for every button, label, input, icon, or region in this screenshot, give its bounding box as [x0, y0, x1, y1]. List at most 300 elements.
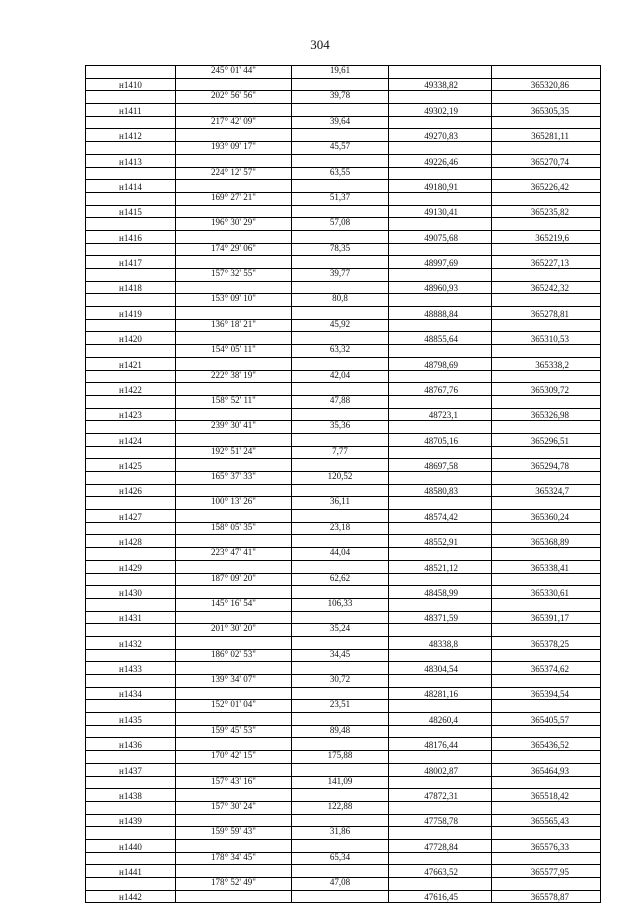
y-coordinate-cell: 365227,13 [492, 256, 601, 269]
empty-cell [389, 421, 492, 434]
point-name-cell: н1431 [86, 611, 176, 624]
empty-cell [492, 345, 601, 358]
empty-cell [492, 243, 601, 256]
direction-angle-cell: 136° 18' 21" [176, 319, 292, 332]
empty-cell [292, 383, 389, 396]
empty-cell [292, 154, 389, 167]
empty-cell [492, 91, 601, 104]
empty-cell [492, 167, 601, 180]
segment-row [86, 700, 601, 713]
point-name-cell: н1433 [86, 662, 176, 675]
x-coordinate-cell: 48281,16 [389, 687, 492, 700]
segment-row [86, 370, 601, 383]
point-name-cell: н1441 [86, 865, 176, 878]
point-row [86, 763, 601, 776]
x-coordinate-cell: 49302,19 [389, 104, 492, 117]
y-coordinate-cell: 365219,6 [492, 230, 601, 243]
distance-cell: 122,88 [292, 801, 389, 814]
empty-cell [492, 751, 601, 764]
empty-cell [86, 649, 176, 662]
point-name-cell: н1426 [86, 484, 176, 497]
distance-cell: 35,36 [292, 421, 389, 434]
empty-cell [389, 319, 492, 332]
segment-row [86, 725, 601, 738]
segment-row [86, 269, 601, 282]
empty-cell [492, 142, 601, 155]
distance-cell: 34,45 [292, 649, 389, 662]
distance-cell: 141,09 [292, 776, 389, 789]
point-row [86, 433, 601, 446]
distance-cell: 47,08 [292, 878, 389, 891]
empty-cell [492, 218, 601, 231]
y-coordinate-cell: 365374,62 [492, 662, 601, 675]
x-coordinate-cell: 48767,76 [389, 383, 492, 396]
point-row [86, 865, 601, 878]
point-row [86, 535, 601, 548]
x-coordinate-cell: 48176,44 [389, 738, 492, 751]
empty-cell [389, 243, 492, 256]
empty-cell [86, 801, 176, 814]
empty-cell [292, 839, 389, 852]
empty-cell [86, 675, 176, 688]
direction-angle-cell: 154° 05' 11" [176, 345, 292, 358]
direction-angle-cell: 192° 51' 24" [176, 446, 292, 459]
x-coordinate-cell: 48458,99 [389, 586, 492, 599]
empty-cell [492, 878, 601, 891]
point-row [86, 408, 601, 421]
empty-cell [176, 205, 292, 218]
empty-cell [176, 560, 292, 573]
point-row [86, 129, 601, 142]
point-name-cell: н1440 [86, 839, 176, 852]
empty-cell [86, 167, 176, 180]
distance-cell: 78,35 [292, 243, 389, 256]
point-name-cell: н1436 [86, 738, 176, 751]
direction-angle-cell: 193° 09' 17" [176, 142, 292, 155]
distance-cell: 23,18 [292, 522, 389, 535]
empty-cell [389, 624, 492, 637]
empty-cell [292, 662, 389, 675]
y-coordinate-cell: 365278,81 [492, 307, 601, 320]
distance-cell: 45,57 [292, 142, 389, 155]
empty-cell [86, 725, 176, 738]
point-name-cell: н1435 [86, 713, 176, 726]
point-row [86, 459, 601, 472]
y-coordinate-cell: 365391,17 [492, 611, 601, 624]
distance-cell: 39,77 [292, 269, 389, 282]
empty-cell [292, 789, 389, 802]
x-coordinate-cell: 49226,46 [389, 154, 492, 167]
empty-cell [176, 839, 292, 852]
x-coordinate-cell: 48552,91 [389, 535, 492, 548]
empty-cell [176, 586, 292, 599]
empty-cell [176, 154, 292, 167]
empty-cell [86, 827, 176, 840]
empty-cell [389, 142, 492, 155]
empty-cell [176, 535, 292, 548]
point-row [86, 713, 601, 726]
direction-angle-cell: 178° 52' 49" [176, 878, 292, 891]
direction-angle-cell: 158° 05' 35" [176, 522, 292, 535]
point-row [86, 662, 601, 675]
empty-cell [86, 66, 176, 79]
segment-row [86, 446, 601, 459]
point-row [86, 332, 601, 345]
y-coordinate-cell: 365576,33 [492, 839, 601, 852]
point-name-cell: н1434 [86, 687, 176, 700]
empty-cell [492, 294, 601, 307]
distance-cell: 30,72 [292, 675, 389, 688]
empty-cell [176, 78, 292, 91]
segment-row [86, 852, 601, 865]
empty-cell [492, 624, 601, 637]
empty-cell [492, 548, 601, 561]
point-row [86, 78, 601, 91]
distance-cell: 106,33 [292, 598, 389, 611]
direction-angle-cell: 201° 30' 20" [176, 624, 292, 637]
empty-cell [389, 573, 492, 586]
direction-angle-cell: 159° 45' 53" [176, 725, 292, 738]
empty-cell [389, 370, 492, 383]
empty-cell [176, 890, 292, 903]
point-name-cell: н1437 [86, 763, 176, 776]
point-name-cell: н1419 [86, 307, 176, 320]
y-coordinate-cell: 365294,78 [492, 459, 601, 472]
empty-cell [292, 763, 389, 776]
direction-angle-cell: 224° 12' 57" [176, 167, 292, 180]
empty-cell [292, 865, 389, 878]
x-coordinate-cell: 48002,87 [389, 763, 492, 776]
empty-cell [492, 370, 601, 383]
distance-cell: 39,64 [292, 116, 389, 129]
empty-cell [492, 421, 601, 434]
x-coordinate-cell: 47728,84 [389, 839, 492, 852]
x-coordinate-cell: 49338,82 [389, 78, 492, 91]
y-coordinate-cell: 365310,53 [492, 332, 601, 345]
empty-cell [492, 522, 601, 535]
x-coordinate-cell: 48574,42 [389, 510, 492, 523]
direction-angle-cell: 223° 47' 41" [176, 548, 292, 561]
empty-cell [86, 345, 176, 358]
point-name-cell: н1421 [86, 357, 176, 370]
page-number: 304 [310, 37, 330, 52]
empty-cell [292, 687, 389, 700]
direction-angle-cell: 174° 29' 06" [176, 243, 292, 256]
empty-cell [292, 814, 389, 827]
empty-cell [292, 560, 389, 573]
empty-cell [86, 192, 176, 205]
empty-cell [292, 129, 389, 142]
y-coordinate-cell: 365326,98 [492, 408, 601, 421]
x-coordinate-cell: 48888,84 [389, 307, 492, 320]
empty-cell [292, 738, 389, 751]
empty-cell [389, 700, 492, 713]
empty-cell [492, 269, 601, 282]
empty-cell [389, 345, 492, 358]
y-coordinate-cell: 365242,32 [492, 281, 601, 294]
segment-row [86, 649, 601, 662]
x-coordinate-cell: 48304,54 [389, 662, 492, 675]
empty-cell [292, 586, 389, 599]
empty-cell [292, 408, 389, 421]
x-coordinate-cell: 47616,45 [389, 890, 492, 903]
direction-angle-cell: 222° 38' 19" [176, 370, 292, 383]
empty-cell [389, 269, 492, 282]
direction-angle-cell: 187° 09' 20" [176, 573, 292, 586]
empty-cell [176, 814, 292, 827]
y-coordinate-cell: 365320,86 [492, 78, 601, 91]
empty-cell [292, 611, 389, 624]
empty-cell [86, 142, 176, 155]
x-coordinate-cell: 49075,68 [389, 230, 492, 243]
empty-cell [292, 307, 389, 320]
empty-cell [86, 446, 176, 459]
empty-cell [492, 725, 601, 738]
direction-angle-cell: 157° 32' 55" [176, 269, 292, 282]
empty-cell [492, 776, 601, 789]
distance-cell: 44,04 [292, 548, 389, 561]
empty-cell [176, 433, 292, 446]
direction-angle-cell: 159° 59' 43" [176, 827, 292, 840]
x-coordinate-cell: 49270,83 [389, 129, 492, 142]
empty-cell [492, 446, 601, 459]
empty-cell [492, 395, 601, 408]
y-coordinate-cell: 365577,95 [492, 865, 601, 878]
empty-cell [492, 649, 601, 662]
empty-cell [86, 91, 176, 104]
empty-cell [389, 675, 492, 688]
direction-angle-cell: 169° 27' 21" [176, 192, 292, 205]
empty-cell [86, 624, 176, 637]
empty-cell [389, 649, 492, 662]
empty-cell [389, 446, 492, 459]
empty-cell [86, 573, 176, 586]
empty-cell [176, 789, 292, 802]
point-row [86, 357, 601, 370]
empty-cell [292, 230, 389, 243]
segment-row [86, 319, 601, 332]
segment-row [86, 116, 601, 129]
empty-cell [86, 116, 176, 129]
empty-cell [292, 205, 389, 218]
empty-cell [292, 890, 389, 903]
x-coordinate-cell: 48705,16 [389, 433, 492, 446]
distance-cell: 45,92 [292, 319, 389, 332]
y-coordinate-cell: 365226,42 [492, 180, 601, 193]
empty-cell [86, 598, 176, 611]
empty-cell [492, 675, 601, 688]
empty-cell [292, 78, 389, 91]
empty-cell [176, 104, 292, 117]
empty-cell [86, 269, 176, 282]
segment-row [86, 218, 601, 231]
empty-cell [492, 573, 601, 586]
segment-row [86, 751, 601, 764]
point-row [86, 205, 601, 218]
empty-cell [86, 548, 176, 561]
point-row [86, 738, 601, 751]
direction-angle-cell: 100° 13' 26" [176, 497, 292, 510]
point-name-cell: н1412 [86, 129, 176, 142]
empty-cell [292, 535, 389, 548]
empty-cell [86, 472, 176, 485]
empty-cell [292, 180, 389, 193]
distance-cell: 63,55 [292, 167, 389, 180]
point-name-cell: н1411 [86, 104, 176, 117]
direction-angle-cell: 170° 42' 15" [176, 751, 292, 764]
direction-angle-cell: 152° 01' 04" [176, 700, 292, 713]
empty-cell [176, 510, 292, 523]
empty-cell [176, 230, 292, 243]
empty-cell [389, 852, 492, 865]
point-name-cell: н1417 [86, 256, 176, 269]
empty-cell [176, 636, 292, 649]
empty-cell [292, 510, 389, 523]
segment-row [86, 66, 601, 79]
direction-angle-cell: 139° 34' 07" [176, 675, 292, 688]
empty-cell [389, 548, 492, 561]
direction-angle-cell: 245° 01' 44" [176, 66, 292, 79]
empty-cell [176, 357, 292, 370]
empty-cell [389, 395, 492, 408]
empty-cell [492, 801, 601, 814]
empty-cell [389, 878, 492, 891]
empty-cell [292, 357, 389, 370]
x-coordinate-cell: 48960,93 [389, 281, 492, 294]
x-coordinate-cell: 48521,12 [389, 560, 492, 573]
empty-cell [86, 395, 176, 408]
empty-cell [176, 738, 292, 751]
empty-cell [389, 472, 492, 485]
x-coordinate-cell: 49130,41 [389, 205, 492, 218]
direction-angle-cell: 239° 30' 41" [176, 421, 292, 434]
distance-cell: 120,52 [292, 472, 389, 485]
point-row [86, 789, 601, 802]
y-coordinate-cell: 365305,35 [492, 104, 601, 117]
direction-angle-cell: 186° 02' 53" [176, 649, 292, 662]
segment-row [86, 548, 601, 561]
direction-angle-cell: 202° 56' 56" [176, 91, 292, 104]
point-row [86, 104, 601, 117]
point-row [86, 611, 601, 624]
y-coordinate-cell: 365235,82 [492, 205, 601, 218]
empty-cell [86, 522, 176, 535]
direction-angle-cell: 196° 30' 29" [176, 218, 292, 231]
empty-cell [176, 307, 292, 320]
y-coordinate-cell: 365464,93 [492, 763, 601, 776]
segment-row [86, 497, 601, 510]
empty-cell [292, 256, 389, 269]
segment-row [86, 395, 601, 408]
segment-row [86, 91, 601, 104]
y-coordinate-cell: 365368,89 [492, 535, 601, 548]
y-coordinate-cell: 365309,72 [492, 383, 601, 396]
empty-cell [492, 192, 601, 205]
distance-cell: 19,61 [292, 66, 389, 79]
empty-cell [389, 294, 492, 307]
point-row [86, 230, 601, 243]
point-row [86, 256, 601, 269]
empty-cell [389, 116, 492, 129]
point-name-cell: н1424 [86, 433, 176, 446]
y-coordinate-cell: 365330,61 [492, 586, 601, 599]
point-name-cell: н1425 [86, 459, 176, 472]
point-name-cell: н1427 [86, 510, 176, 523]
point-row [86, 510, 601, 523]
empty-cell [492, 852, 601, 865]
empty-cell [492, 700, 601, 713]
empty-cell [176, 484, 292, 497]
point-name-cell: н1428 [86, 535, 176, 548]
x-coordinate-cell: 48260,4 [389, 713, 492, 726]
point-row [86, 383, 601, 396]
segment-row [86, 243, 601, 256]
point-row [86, 180, 601, 193]
distance-cell: 31,86 [292, 827, 389, 840]
empty-cell [389, 497, 492, 510]
x-coordinate-cell: 48371,59 [389, 611, 492, 624]
segment-row [86, 675, 601, 688]
point-row [86, 687, 601, 700]
empty-cell [292, 484, 389, 497]
segment-row [86, 522, 601, 535]
direction-angle-cell: 178° 34' 45" [176, 852, 292, 865]
point-name-cell: н1420 [86, 332, 176, 345]
y-coordinate-cell: 365405,57 [492, 713, 601, 726]
distance-cell: 36,11 [292, 497, 389, 510]
empty-cell [292, 713, 389, 726]
segment-row [86, 192, 601, 205]
empty-cell [86, 294, 176, 307]
distance-cell: 80,8 [292, 294, 389, 307]
empty-cell [389, 522, 492, 535]
empty-cell [86, 878, 176, 891]
empty-cell [86, 497, 176, 510]
segment-row [86, 827, 601, 840]
distance-cell: 65,34 [292, 852, 389, 865]
direction-angle-cell: 158° 52' 11" [176, 395, 292, 408]
empty-cell [176, 281, 292, 294]
empty-cell [86, 852, 176, 865]
distance-cell: 63,32 [292, 345, 389, 358]
point-name-cell: н1414 [86, 180, 176, 193]
point-name-cell: н1430 [86, 586, 176, 599]
distance-cell: 57,08 [292, 218, 389, 231]
empty-cell [389, 725, 492, 738]
point-name-cell: н1413 [86, 154, 176, 167]
empty-cell [86, 776, 176, 789]
empty-cell [292, 104, 389, 117]
distance-cell: 175,88 [292, 751, 389, 764]
empty-cell [492, 66, 601, 79]
x-coordinate-cell: 48997,69 [389, 256, 492, 269]
point-row [86, 814, 601, 827]
distance-cell: 7,77 [292, 446, 389, 459]
y-coordinate-cell: 365578,87 [492, 890, 601, 903]
y-coordinate-cell: 365281,11 [492, 129, 601, 142]
y-coordinate-cell: 365296,51 [492, 433, 601, 446]
y-coordinate-cell: 365338,2 [492, 357, 601, 370]
empty-cell [389, 751, 492, 764]
direction-angle-cell: 165° 37' 33" [176, 472, 292, 485]
point-name-cell: н1442 [86, 890, 176, 903]
empty-cell [176, 662, 292, 675]
point-name-cell: н1415 [86, 205, 176, 218]
empty-cell [86, 319, 176, 332]
distance-cell: 39,78 [292, 91, 389, 104]
point-name-cell: н1410 [86, 78, 176, 91]
empty-cell [176, 408, 292, 421]
